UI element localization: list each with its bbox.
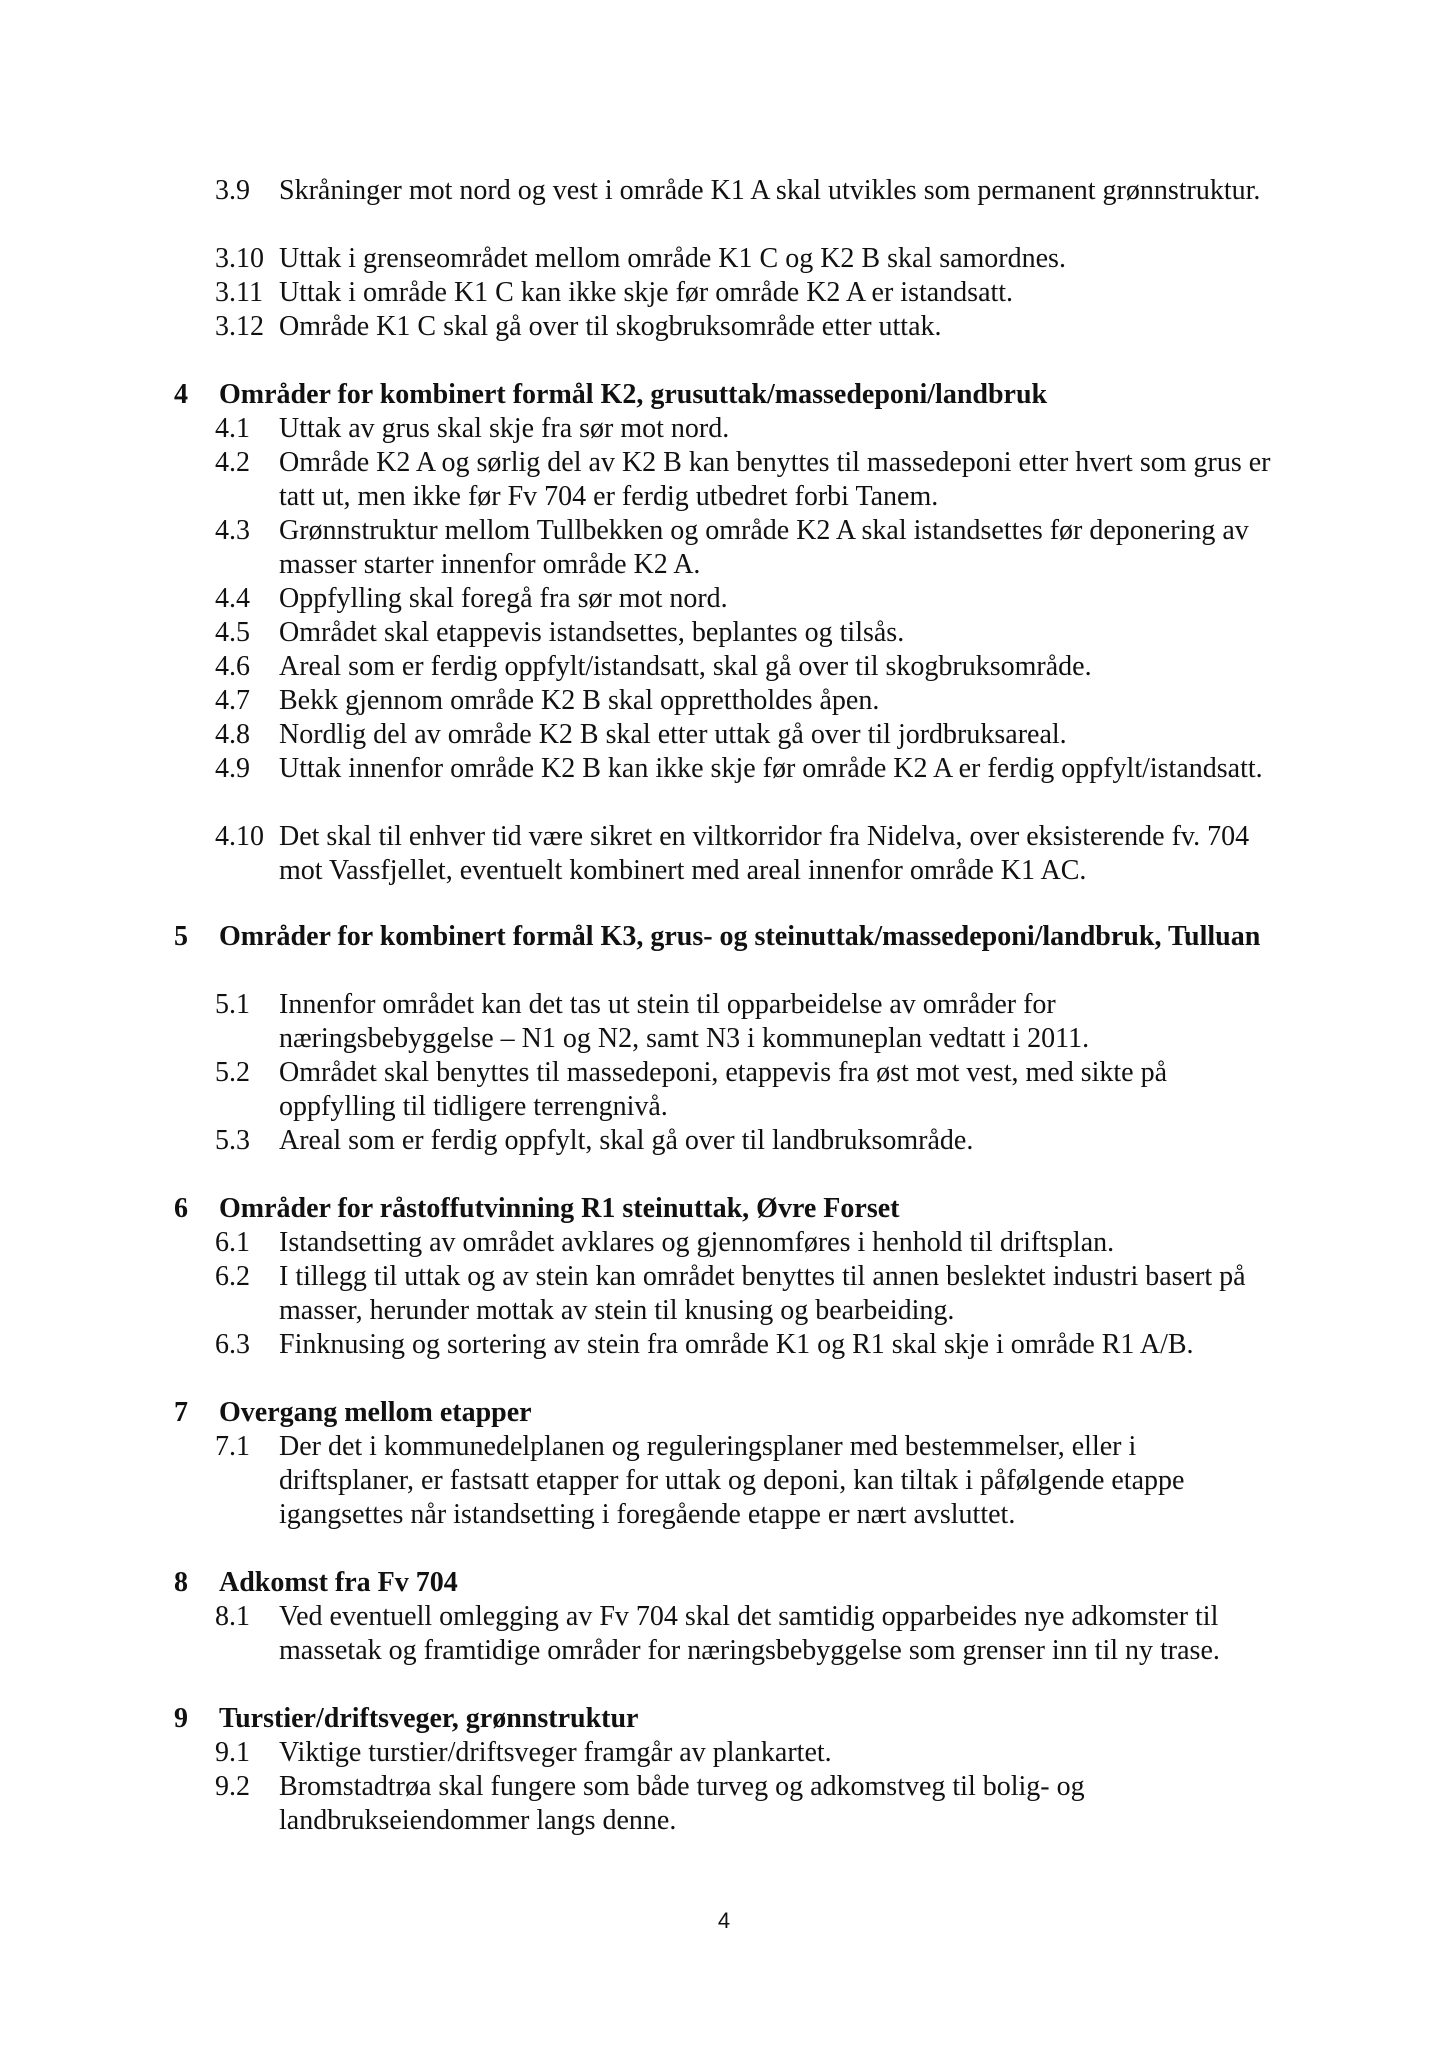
clause-text: Området skal benyttes til massedeponi, etappevis fra øst mot vest, med sikte på oppfylling til tidligere terrengnivå. [279,1057,1168,1122]
clause-4-7 [215,684,1275,718]
clause-number: 4.1 [215,413,250,444]
clause-number: 3.9 [215,175,250,206]
clause-number: 9.2 [215,1771,250,1802]
section-number: 5 [174,921,188,952]
section-number: 8 [174,1567,188,1598]
clause-4-2 [215,446,1275,514]
clause-3-12 [215,310,1275,344]
clause-3-11 [215,276,1275,310]
clause-number: 5.1 [215,989,250,1020]
clause-4-10 [215,820,1275,888]
section-number: 9 [174,1703,188,1734]
clause-4-9 [215,752,1275,786]
clause-4-8 [215,718,1275,752]
section-title: Adkomst fra Fv 704 [219,1567,458,1598]
clause-6-3 [215,1328,1275,1362]
section-heading-4 [174,378,1284,412]
clause-number: 4.10 [215,821,264,852]
section-heading-5 [174,920,1284,954]
clause-number: 5.2 [215,1057,250,1088]
clause-text: Areal som er ferdig oppfylt, skal gå over til landbruksområde. [279,1125,974,1156]
clause-3-10 [215,242,1275,276]
page-number: 4 [717,1908,731,1933]
clause-text: Viktige turstier/driftsveger framgår av plankartet. [279,1737,832,1768]
clause-4-5 [215,616,1275,650]
clause-text: Området skal etappevis istandsettes, beplantes og tilsås. [279,617,905,648]
clause-3-9 [215,174,1275,208]
clause-text: Innenfor området kan det tas ut stein til opparbeidelse av områder for næringsbebyggelse – N1 og N2, samt N3 i kommuneplan vedtatt i 2011. [279,989,1090,1054]
clause-text: Nordlig del av område K2 B skal etter uttak gå over til jordbruksareal. [279,719,1067,750]
clause-6-1 [215,1226,1275,1260]
clause-number: 4.9 [215,753,250,784]
clause-number: 4.2 [215,447,250,478]
clause-number: 8.1 [215,1601,250,1632]
clause-4-1 [215,412,1275,446]
clause-number: 9.1 [215,1737,250,1768]
section-heading-7 [174,1396,1284,1430]
clause-text: Finknusing og sortering av stein fra område K1 og R1 skal skje i område R1 A/B. [279,1329,1194,1360]
clause-number: 5.3 [215,1125,250,1156]
clause-text: Ved eventuell omlegging av Fv 704 skal det samtidig opparbeides nye adkomster til massetak og framtidige områder for næringsbebyggelse som grenser inn til ny trase. [279,1601,1220,1666]
clause-text: I tillegg til uttak og av stein kan området benyttes til annen beslektet industri basert på masser, herunder mottak av stein til knusing og bearbeiding. [279,1261,1246,1326]
clause-text: Bekk gjennom område K2 B skal opprettholdes åpen. [279,685,880,716]
clause-text: Bromstadtrøa skal fungere som både turveg og adkomstveg til bolig- og landbrukseiendommer langs denne. [279,1771,1085,1836]
clause-text: Uttak av grus skal skje fra sør mot nord. [279,413,730,444]
clause-number: 7.1 [215,1431,250,1462]
section-title: Turstier/driftsveger, grønnstruktur [219,1703,639,1734]
clause-text: Areal som er ferdig oppfylt/istandsatt, skal gå over til skogbruksområde. [279,651,1092,682]
clause-5-3 [215,1124,1275,1158]
clause-number: 4.3 [215,515,250,546]
clause-6-2 [215,1260,1275,1328]
section-heading-8 [174,1566,1284,1600]
clause-text: Uttak i grenseområdet mellom område K1 C og K2 B skal samordnes. [279,243,1066,274]
section-title: Overgang mellom etapper [219,1397,532,1428]
clause-number: 4.7 [215,685,250,716]
clause-text: Oppfylling skal foregå fra sør mot nord. [279,583,728,614]
clause-number: 6.1 [215,1227,250,1258]
clause-9-2 [215,1770,1275,1838]
clause-text: Uttak i område K1 C kan ikke skje før område K2 A er istandsatt. [279,277,1014,308]
clause-7-1 [215,1430,1275,1532]
clause-text: Område K1 C skal gå over til skogbruksområde etter uttak. [279,311,942,342]
section-heading-6 [174,1192,1284,1226]
clause-4-4 [215,582,1275,616]
clause-text: Uttak innenfor område K2 B kan ikke skje før område K2 A er ferdig oppfylt/istandsatt. [279,753,1263,784]
clause-text: Område K2 A og sørlig del av K2 B kan benyttes til massedeponi etter hvert som grus er tatt ut, men ikke før Fv 704 er ferdig utbedret forbi Tanem. [279,447,1271,512]
section-title: Områder for råstoffutvinning R1 steinuttak, Øvre Forset [219,1193,900,1224]
section-title: Områder for kombinert formål K2, grusuttak/massedeponi/landbruk [219,379,1048,410]
clause-number: 4.4 [215,583,250,614]
clause-text: Istandsetting av området avklares og gjennomføres i henhold til driftsplan. [279,1227,1115,1258]
clause-5-1 [215,988,1275,1056]
section-heading-9 [174,1702,1284,1736]
clause-5-2 [215,1056,1275,1124]
section-number: 4 [174,379,188,410]
clause-number: 3.12 [215,311,264,342]
clause-number: 3.10 [215,243,264,274]
clause-4-6 [215,650,1275,684]
section-number: 6 [174,1193,188,1224]
section-title: Områder for kombinert formål K3, grus- og steinuttak/massedeponi/landbruk, Tulluan [219,921,1261,952]
section-number: 7 [174,1397,188,1428]
clause-number: 3.11 [215,277,263,308]
clause-8-1 [215,1600,1275,1668]
clause-number: 4.6 [215,651,250,682]
clause-number: 4.5 [215,617,250,648]
clause-text: Grønnstruktur mellom Tullbekken og område K2 A skal istandsettes før deponering av masser starter innenfor område K2 A. [279,515,1249,580]
clause-number: 6.2 [215,1261,250,1292]
clause-4-3 [215,514,1275,582]
clause-text: Det skal til enhver tid være sikret en viltkorridor fra Nidelva, over eksisterende fv. 704 mot Vassfjellet, eventuelt kombinert med areal innenfor område K1 AC. [279,821,1250,886]
clause-number: 6.3 [215,1329,250,1360]
clause-number: 4.8 [215,719,250,750]
clause-9-1 [215,1736,1275,1770]
clause-text: Skråninger mot nord og vest i område K1 A skal utvikles som permanent grønnstruktur. [279,175,1261,206]
clause-text: Der det i kommunedelplanen og reguleringsplaner med bestemmelser, eller i driftsplaner, er fastsatt etapper for uttak og deponi, kan tiltak i påfølgende etappe igangsettes når istandsetting i foregående etappe er nært avsluttet. [279,1431,1185,1530]
